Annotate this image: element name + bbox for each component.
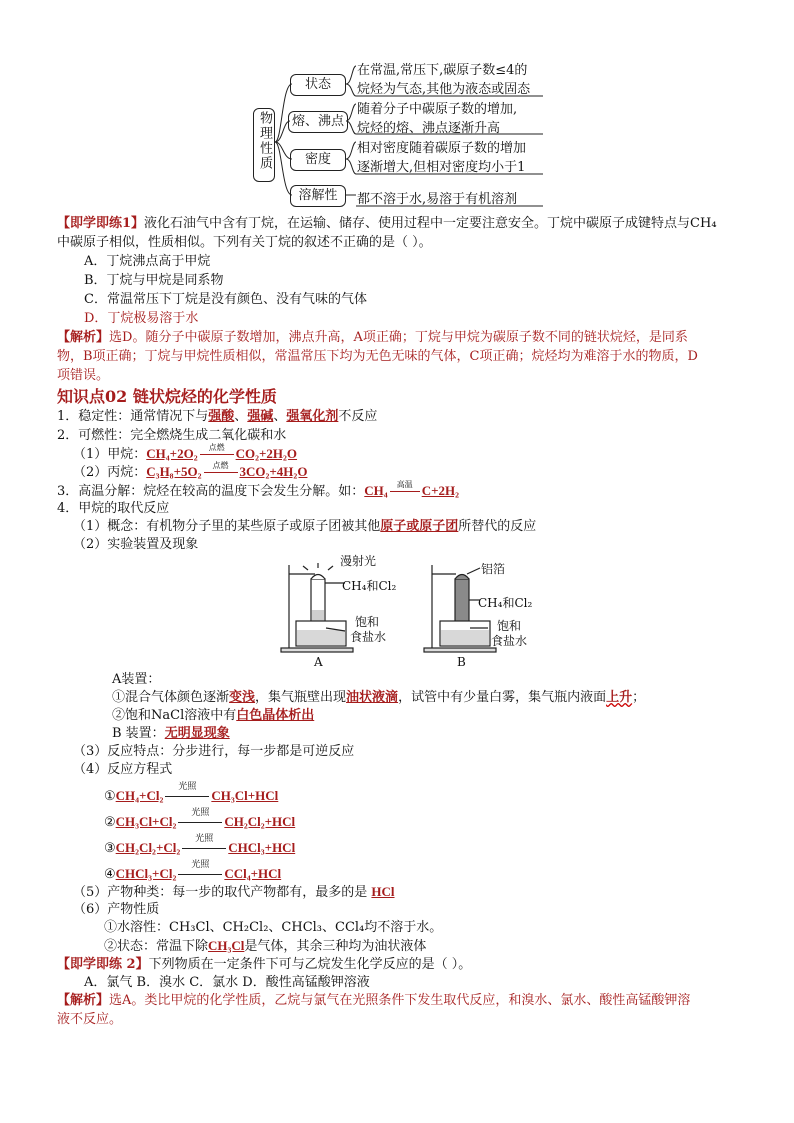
a-sol-label2: 食盐水 (350, 630, 387, 644)
a-label: A (314, 655, 323, 669)
ex2-answer-line1: 【解析】选A。类比甲烷的化学性质，乙烷与氯气在光照条件下发生取代反应，和溴水、氯水、酸性高锰酸钾溶 (57, 993, 691, 1008)
a-light-label: 漫射光 (340, 554, 377, 568)
branch-solubility: 溶解性 (290, 185, 346, 207)
stability-line: 1．稳定性：通常情况下与强酸、强碱、强氧化剂不反应 (57, 409, 378, 424)
ex2-options: A．氯气 B．溴水 C．氯水 D．酸性高锰酸钾溶液 (84, 975, 370, 990)
equation-1: ①CH₄+Cl₂ 光照 CH₃Cl+HCl (104, 782, 279, 804)
a-sol-label1: 饱和 (355, 615, 380, 629)
ex2-answer-line2: 液不反应。 (57, 1012, 123, 1027)
ex1-option-b: B．丁烷与甲烷是同系物 (84, 273, 224, 288)
branch-state-desc2: 烷烃为气态,其他为液态或固态 (357, 82, 531, 97)
propane-combustion: （2）丙烷：C₃H₈+5O₂ 点燃 3CO₂+4H₂O (73, 461, 308, 480)
ex1-answer-line2: 物，B项正确；丁烷与甲烷性质相似，常温常压下均为无色无味的气体，C项正确；烷烃均为难溶于水的物质，D (57, 349, 698, 364)
equation-3: ③CH₂Cl₂+Cl₂ 光照 CHCl₃+HCl (104, 834, 296, 856)
b-gas-label: CH₄和Cl₂ (478, 596, 533, 610)
methane-combustion: （1）甲烷：CH₄+2O₂ 点燃 CO₂+2H₂O (73, 443, 298, 462)
product-properties-title: （6）产物性质 (73, 902, 160, 917)
ex2-question: 【即学即练 2】下列物质在一定条件下可与乙烷发生化学反应的是（ ）。 (57, 957, 472, 972)
obs-a-1: ①混合气体颜色逐渐变浅，集气瓶壁出现油状液滴，试管中有少量白雾，集气瓶内液面上升； (112, 690, 646, 705)
equation-2: ②CH₃Cl+Cl₂ 光照 CH₂Cl₂+HCl (104, 808, 296, 830)
product-solubility: ①水溶性：CH₃Cl、CH₂Cl₂、CHCl₃、CCl₄均不溶于水。 (104, 920, 443, 935)
concept-line: （1）概念：有机物分子里的某些原子或原子团被其他原子或原子团所替代的反应 (73, 519, 537, 534)
equation-4: ④CHCl₃+Cl₂ 光照 CCl₄+HCl (104, 860, 282, 882)
branch-density: 密度 (290, 149, 346, 171)
ex1-option-c: C．常温常压下丁烷是没有颜色、没有气味的气体 (84, 292, 367, 307)
ex1-question-line1: 【即学即练1】液化石油气中含有丁烷，在运输、储存、使用过程中一定要注意安全。丁烷中碳原子成键特点与CH₄ (57, 216, 717, 231)
combustion-title: 2．可燃性：完全燃烧生成二氧化碳和水 (57, 428, 287, 443)
obs-a-2: ②饱和NaCl溶液中有白色晶体析出 (112, 708, 315, 723)
setup-line: （2）实验装置及现象 (73, 537, 199, 552)
ex1-answer-line3: 项错误。 (57, 368, 110, 383)
ex1-answer-line1: 【解析】选D。随分子中碳原子数增加，沸点升高，A项正确；丁烷与甲烷为碳原子数不同的链状烷烃，是同系 (57, 330, 688, 345)
obs-a-title: A装置： (112, 672, 161, 687)
branch-melting: 熔、沸点 (288, 111, 348, 133)
obs-b: B 装置：无明显现象 (112, 726, 230, 741)
b-sol-label1: 饱和 (497, 619, 522, 633)
b-sol-label2: 食盐水 (491, 634, 528, 648)
substitution-title: 4．甲烷的取代反应 (57, 501, 170, 516)
a-gas-label: CH₄和Cl₂ (342, 579, 397, 593)
product-types: （5）产物种类：每一步的取代产物都有，最多的是 HCl (73, 884, 395, 900)
branch-melting-desc2: 烷烃的熔、沸点逐渐升高 (357, 121, 501, 136)
branch-melting-desc1: 随着分子中碳原子数的增加, (357, 102, 518, 117)
b-label: B (457, 655, 466, 669)
ex1-option-a: A．丁烷沸点高于甲烷 (84, 254, 211, 269)
equations-title: （4）反应方程式 (73, 762, 173, 777)
reaction-feature: （3）反应特点：分步进行，每一步都是可逆反应 (73, 744, 355, 759)
branch-state: 状态 (290, 74, 346, 96)
branch-density-desc1: 相对密度随着碳原子数的增加 (357, 141, 527, 156)
branch-solubility-desc1: 都不溶于水,易溶于有机溶剂 (357, 192, 518, 207)
product-state: ②状态：常温下除CH₃Cl是气体，其余三种均为油状液体 (104, 938, 427, 954)
ex1-question-line2: 中碳原子相似，性质相似。下列有关丁烷的叙述不正确的是（ ）。 (57, 235, 432, 250)
branch-state-desc1: 在常温,常压下,碳原子数≤4的 (357, 63, 528, 78)
diagram-root: 物理性质 (253, 108, 275, 182)
branch-density-desc2: 逐渐增大,但相对密度均小于1 (357, 160, 526, 175)
ex1-option-d: D．丁烷极易溶于水 (84, 311, 199, 326)
pyrolysis-line: 3．高温分解：烷烃在较高的温度下会发生分解。如：CH₄ 高温 C+2H₂ (57, 480, 459, 499)
b-foil-label: 铝箔 (481, 562, 506, 576)
section-title: 知识点02 链状烷烃的化学性质 (57, 387, 277, 406)
